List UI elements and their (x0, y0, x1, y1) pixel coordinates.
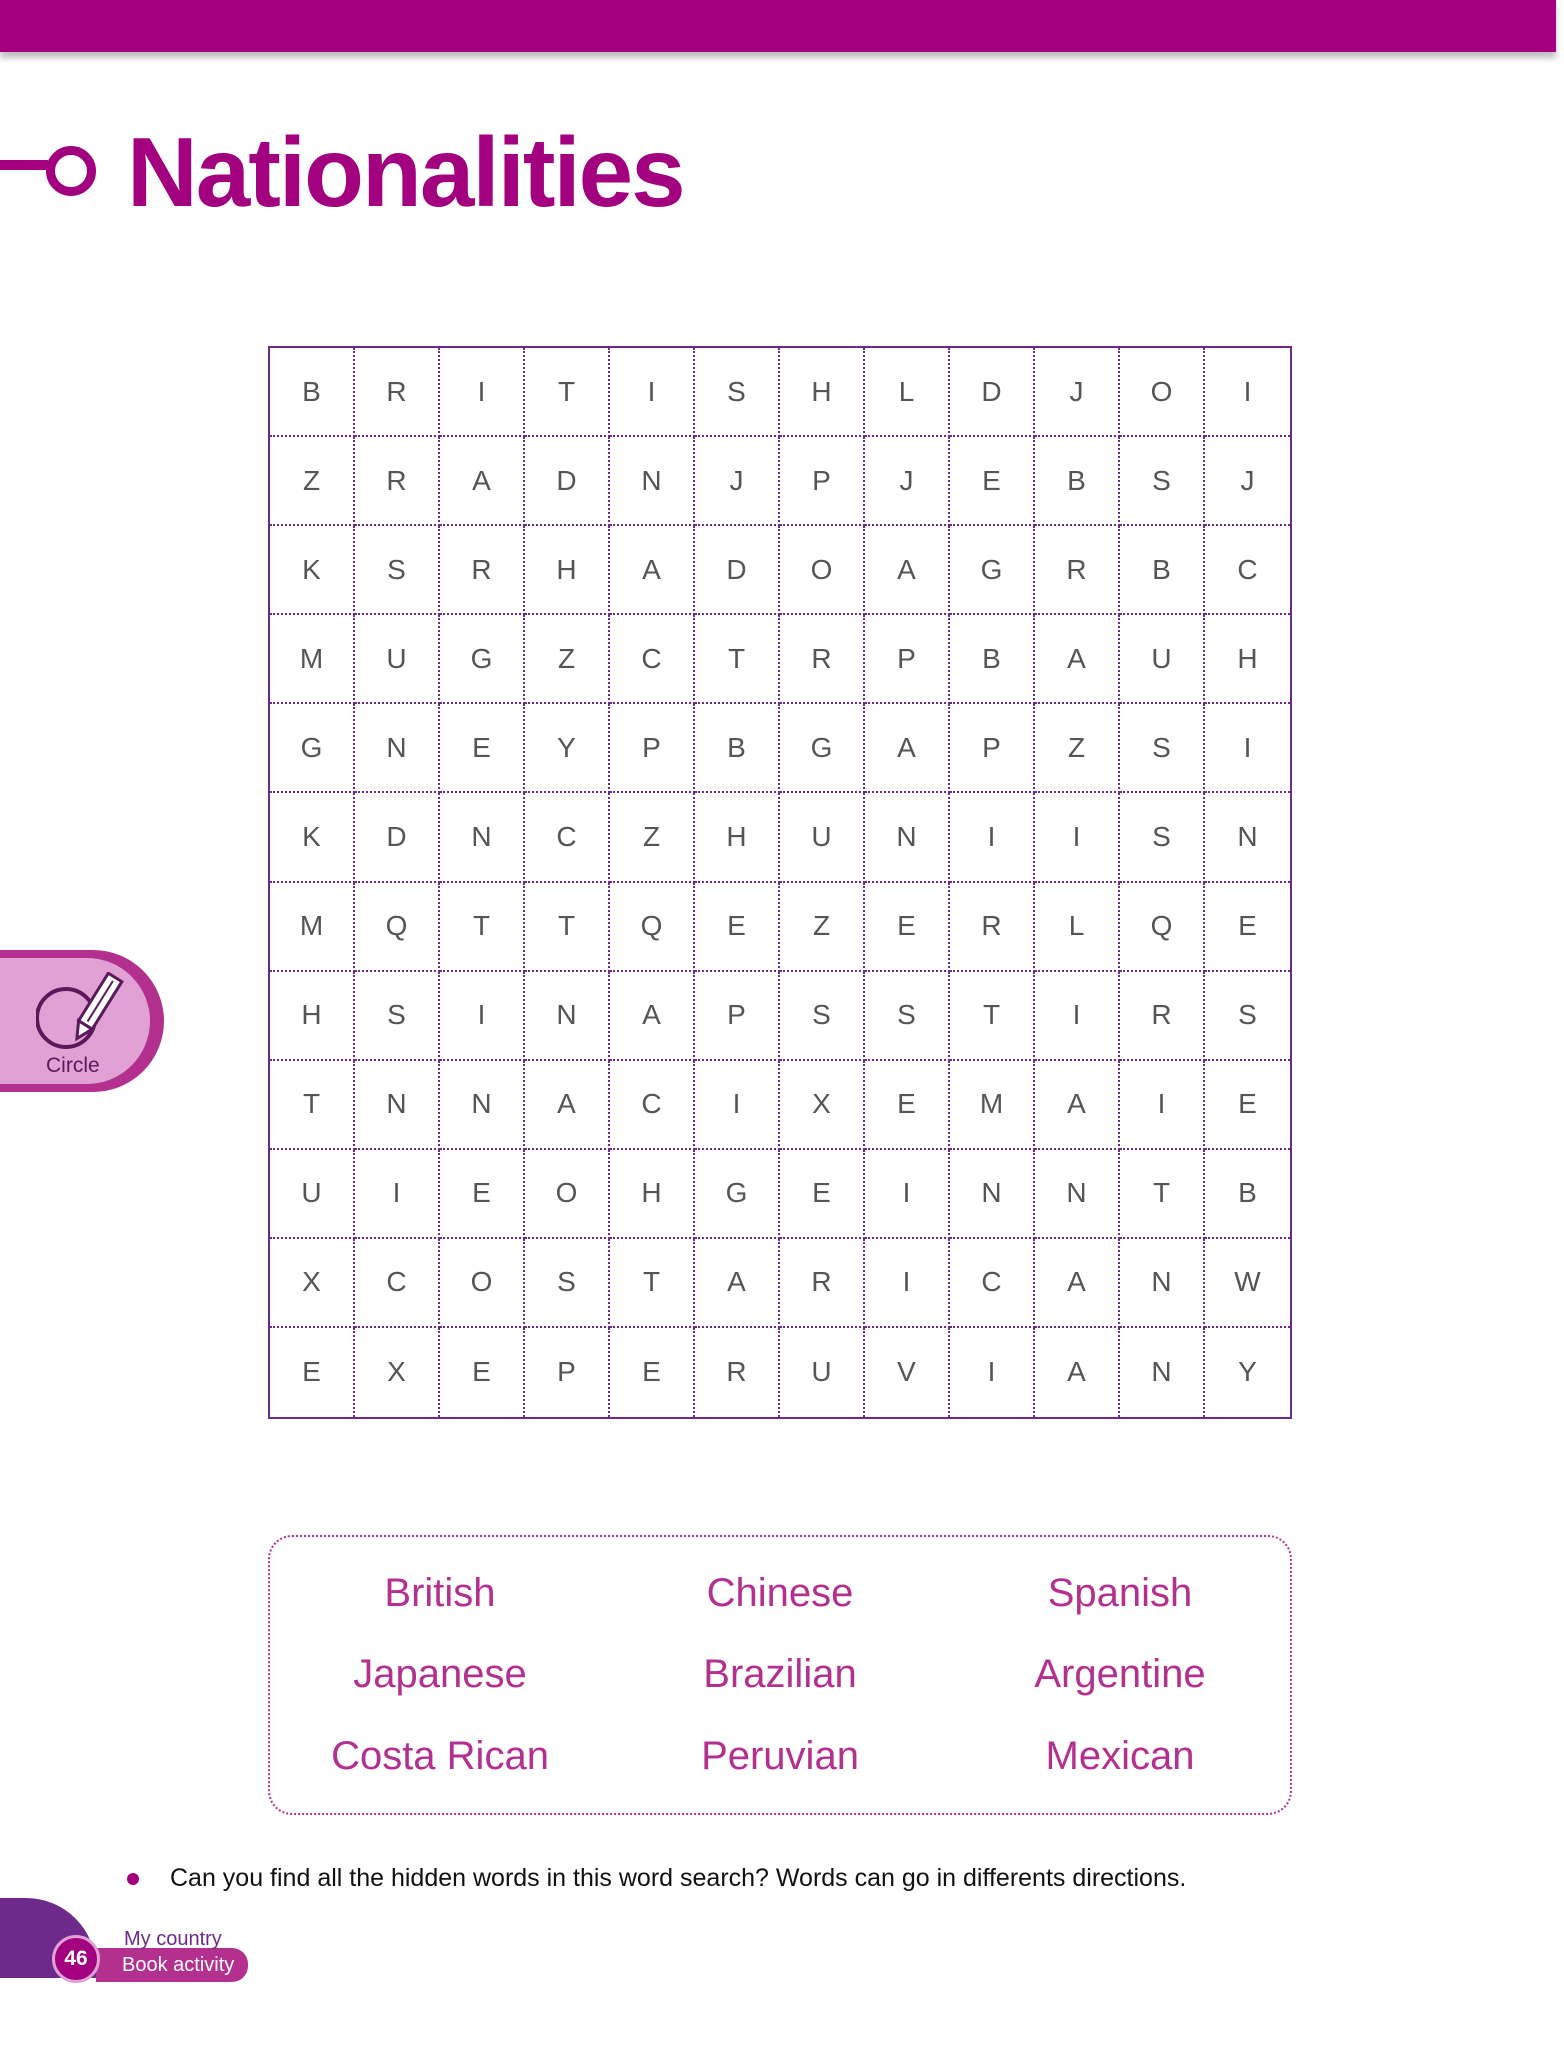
grid-cell: I (1035, 972, 1120, 1061)
grid-cell: E (440, 704, 525, 793)
grid-cell: K (270, 526, 355, 615)
grid-cell: E (695, 883, 780, 972)
word-list-item: Mexican (1045, 1733, 1195, 1778)
word-list-item: Argentine (1034, 1652, 1206, 1697)
grid-cell: Q (1120, 883, 1205, 972)
grid-cell: E (440, 1328, 525, 1417)
grid-cell: S (695, 348, 780, 437)
grid-cell: V (865, 1328, 950, 1417)
grid-cell: B (695, 704, 780, 793)
grid-cell: U (780, 1328, 865, 1417)
grid-cell: I (440, 972, 525, 1061)
grid-cell: A (865, 526, 950, 615)
grid-cell: H (525, 526, 610, 615)
grid-cell: G (950, 526, 1035, 615)
grid-cell: R (355, 348, 440, 437)
grid-cell: Z (1035, 704, 1120, 793)
word-list-item: Japanese (353, 1652, 527, 1697)
grid-cell: S (1120, 437, 1205, 526)
grid-cell: X (355, 1328, 440, 1417)
grid-cell: S (1120, 704, 1205, 793)
grid-cell: M (270, 883, 355, 972)
grid-cell: T (440, 883, 525, 972)
word-list-item: Peruvian (701, 1733, 859, 1778)
grid-cell: C (950, 1239, 1035, 1328)
title-bullet-circle (46, 146, 96, 196)
grid-cell: R (1035, 526, 1120, 615)
grid-cell: E (610, 1328, 695, 1417)
grid-cell: R (780, 1239, 865, 1328)
grid-cell: C (525, 793, 610, 882)
grid-cell: Z (270, 437, 355, 526)
grid-cell: A (440, 437, 525, 526)
grid-cell: R (1120, 972, 1205, 1061)
grid-cell: B (270, 348, 355, 437)
grid-cell: Y (525, 704, 610, 793)
grid-cell: U (270, 1150, 355, 1239)
grid-cell: A (610, 526, 695, 615)
grid-cell: I (865, 1150, 950, 1239)
grid-cell: N (525, 972, 610, 1061)
grid-cell: A (1035, 1239, 1120, 1328)
grid-cell: H (695, 793, 780, 882)
grid-cell: O (440, 1239, 525, 1328)
grid-cell: Z (610, 793, 695, 882)
footer-section-title: My country (124, 1928, 222, 1950)
page-title: Nationalities (127, 117, 684, 227)
grid-cell: G (270, 704, 355, 793)
word-list-box (268, 1535, 1292, 1815)
word-list-item: British (384, 1571, 496, 1616)
grid-cell: W (1205, 1239, 1290, 1328)
grid-cell: C (610, 615, 695, 704)
grid-cell: C (610, 1061, 695, 1150)
grid-cell: S (525, 1239, 610, 1328)
grid-cell: G (440, 615, 525, 704)
grid-cell: M (270, 615, 355, 704)
grid-cell: L (865, 348, 950, 437)
grid-cell: T (950, 972, 1035, 1061)
grid-cell: S (1205, 972, 1290, 1061)
title-connector-line (0, 160, 48, 170)
grid-cell: E (865, 1061, 950, 1150)
grid-cell: P (780, 437, 865, 526)
grid-cell: T (610, 1239, 695, 1328)
grid-cell: D (950, 348, 1035, 437)
grid-cell: N (440, 793, 525, 882)
grid-cell: I (1205, 348, 1290, 437)
grid-cell: X (270, 1239, 355, 1328)
instruction-text: Can you find all the hidden words in this word search? Words can go in differents directions. (170, 1864, 1187, 1892)
grid-cell: T (525, 883, 610, 972)
grid-cell: U (355, 615, 440, 704)
grid-cell: E (865, 883, 950, 972)
pencil-circle-icon (36, 972, 126, 1056)
grid-cell: R (695, 1328, 780, 1417)
grid-cell: H (610, 1150, 695, 1239)
grid-cell: J (865, 437, 950, 526)
grid-cell: Z (525, 615, 610, 704)
grid-cell: E (950, 437, 1035, 526)
grid-cell: O (780, 526, 865, 615)
circle-tab-label: Circle (46, 1054, 100, 1077)
grid-cell: X (780, 1061, 865, 1150)
grid-cell: N (1120, 1239, 1205, 1328)
grid-cell: N (1120, 1328, 1205, 1417)
grid-cell: H (780, 348, 865, 437)
grid-cell: R (440, 526, 525, 615)
grid-cell: B (950, 615, 1035, 704)
grid-cell: P (610, 704, 695, 793)
grid-cell: M (950, 1061, 1035, 1150)
grid-cell: N (355, 1061, 440, 1150)
grid-cell: O (525, 1150, 610, 1239)
grid-cell: S (780, 972, 865, 1061)
grid-cell: I (1035, 793, 1120, 882)
grid-cell: N (865, 793, 950, 882)
grid-cell: I (950, 1328, 1035, 1417)
grid-cell: R (950, 883, 1035, 972)
grid-cell: E (1205, 883, 1290, 972)
grid-cell: I (1120, 1061, 1205, 1150)
grid-cell: Q (610, 883, 695, 972)
grid-cell: U (780, 793, 865, 882)
grid-cell: S (355, 972, 440, 1061)
grid-cell: J (1035, 348, 1120, 437)
grid-cell: C (355, 1239, 440, 1328)
grid-cell: T (695, 615, 780, 704)
grid-cell: I (440, 348, 525, 437)
grid-cell: C (1205, 526, 1290, 615)
grid-cell: A (1035, 1061, 1120, 1150)
grid-cell: A (610, 972, 695, 1061)
grid-cell: S (865, 972, 950, 1061)
grid-cell: L (1035, 883, 1120, 972)
grid-cell: D (695, 526, 780, 615)
grid-cell: A (695, 1239, 780, 1328)
grid-cell: R (355, 437, 440, 526)
grid-cell: E (440, 1150, 525, 1239)
grid-cell: S (355, 526, 440, 615)
grid-cell: D (355, 793, 440, 882)
bullet-icon (127, 1873, 139, 1885)
grid-cell: P (865, 615, 950, 704)
grid-cell: I (865, 1239, 950, 1328)
grid-cell: N (610, 437, 695, 526)
grid-cell: G (780, 704, 865, 793)
grid-cell: N (1205, 793, 1290, 882)
grid-cell: G (695, 1150, 780, 1239)
grid-cell: A (865, 704, 950, 793)
grid-cell: N (355, 704, 440, 793)
page-number: 46 (52, 1935, 100, 1983)
grid-cell: I (695, 1061, 780, 1150)
grid-cell: N (950, 1150, 1035, 1239)
grid-cell: J (695, 437, 780, 526)
word-list-item: Spanish (1047, 1571, 1193, 1616)
grid-cell: A (525, 1061, 610, 1150)
word-list-item: Chinese (706, 1571, 854, 1616)
grid-cell: U (1120, 615, 1205, 704)
word-list-item: Brazilian (703, 1652, 857, 1697)
grid-cell: P (950, 704, 1035, 793)
grid-cell: T (525, 348, 610, 437)
top-banner (0, 0, 1556, 52)
grid-cell: Z (780, 883, 865, 972)
grid-cell: E (780, 1150, 865, 1239)
grid-cell: B (1120, 526, 1205, 615)
grid-cell: N (1035, 1150, 1120, 1239)
grid-cell: T (1120, 1150, 1205, 1239)
grid-cell: R (780, 615, 865, 704)
grid-cell: B (1205, 1150, 1290, 1239)
grid-cell: H (270, 972, 355, 1061)
word-list-item: Costa Rican (331, 1733, 549, 1778)
grid-cell: Y (1238, 1356, 1257, 1388)
grid-cell: E (1205, 1061, 1290, 1150)
grid-cell: A (1035, 615, 1120, 704)
grid-cell: K (270, 793, 355, 882)
grid-cell: N (440, 1061, 525, 1150)
grid-cell: E (270, 1328, 355, 1417)
word-search-grid (268, 346, 1292, 1419)
grid-cell: H (1205, 615, 1290, 704)
grid-cell: O (1120, 348, 1205, 437)
grid-cell: P (525, 1328, 610, 1417)
grid-cell: A (1035, 1328, 1120, 1417)
grid-cell: B (1035, 437, 1120, 526)
grid-cell: I (1205, 704, 1290, 793)
grid-cell: P (695, 972, 780, 1061)
grid-cell: I (610, 348, 695, 437)
grid-cell: D (525, 437, 610, 526)
grid-cell: S (1120, 793, 1205, 882)
grid-cell: T (270, 1061, 355, 1150)
grid-cell: I (355, 1150, 440, 1239)
grid-cell: Q (355, 883, 440, 972)
grid-cell: I (950, 793, 1035, 882)
grid-cell: J (1205, 437, 1290, 526)
footer-subtitle: Book activity (122, 1954, 235, 1976)
